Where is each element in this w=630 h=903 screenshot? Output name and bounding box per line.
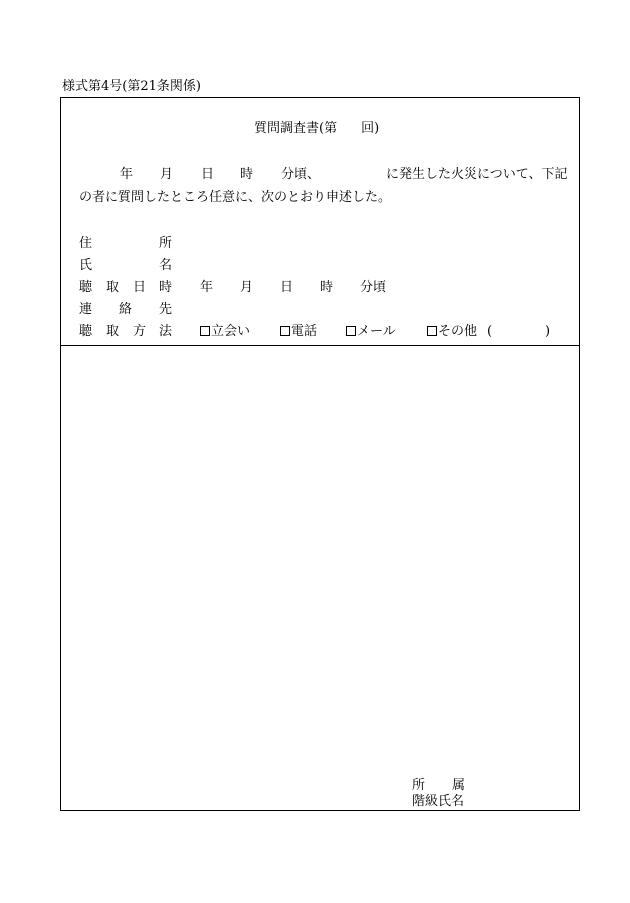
contact-label-3: 先 — [159, 302, 173, 317]
other-paren-close: ) — [545, 324, 551, 339]
intro-year: 年 — [120, 167, 134, 182]
intro-day: 日 — [201, 167, 215, 182]
affiliation-label-1: 所 — [412, 778, 426, 793]
option-label-phone: 電話 — [291, 324, 318, 339]
datetime-month: 月 — [240, 280, 254, 295]
address-label-2: 所 — [159, 236, 173, 251]
address-label-1: 住 — [79, 236, 93, 251]
rank-name-label: 階級氏名 — [412, 794, 465, 809]
checkbox-phone[interactable] — [280, 326, 290, 336]
datetime-label-3: 日 — [133, 280, 147, 295]
datetime-label-4: 時 — [159, 280, 173, 295]
intro-line-2: の者に質問したところ任意に、次のとおり申述した。 — [79, 190, 392, 205]
method-label-3: 方 — [133, 324, 147, 339]
title-suffix: 回) — [361, 121, 380, 136]
form-number: 様式第4号(第21条関係) — [62, 79, 201, 94]
contact-label-1: 連 — [79, 302, 93, 317]
document-title — [254, 121, 379, 137]
method-label-2: 取 — [106, 324, 120, 339]
datetime-minute: 分頃 — [360, 280, 387, 295]
other-paren-open: ( — [487, 324, 493, 339]
intro-tail: に発生した火災について、下記 — [386, 167, 568, 182]
option-label-email: メール — [357, 324, 396, 339]
name-label-2: 名 — [159, 258, 173, 273]
datetime-hour: 時 — [320, 280, 334, 295]
contact-label-2: 絡 — [119, 302, 133, 317]
method-label-1: 聴 — [79, 324, 93, 339]
checkbox-attendance[interactable] — [200, 326, 210, 336]
method-option-attendance[interactable] — [200, 324, 250, 340]
method-option-email[interactable] — [346, 324, 396, 340]
datetime-year: 年 — [200, 280, 214, 295]
title-prefix: 質問調査書(第 — [254, 121, 338, 136]
section-divider — [60, 345, 580, 346]
option-label-attendance: 立会い — [211, 324, 251, 339]
datetime-day: 日 — [280, 280, 294, 295]
method-option-other[interactable] — [427, 324, 477, 340]
datetime-label-1: 聴 — [79, 280, 93, 295]
checkbox-other[interactable] — [427, 326, 437, 336]
method-option-phone[interactable] — [280, 324, 317, 340]
intro-month: 月 — [160, 167, 174, 182]
affiliation-label-2: 属 — [452, 778, 466, 793]
intro-minute: 分頃、 — [281, 167, 321, 182]
intro-hour: 時 — [240, 167, 254, 182]
checkbox-email[interactable] — [346, 326, 356, 336]
method-label-4: 法 — [159, 324, 173, 339]
name-label-1: 氏 — [79, 258, 93, 273]
option-label-other: その他 — [438, 324, 478, 339]
datetime-label-2: 取 — [106, 280, 120, 295]
